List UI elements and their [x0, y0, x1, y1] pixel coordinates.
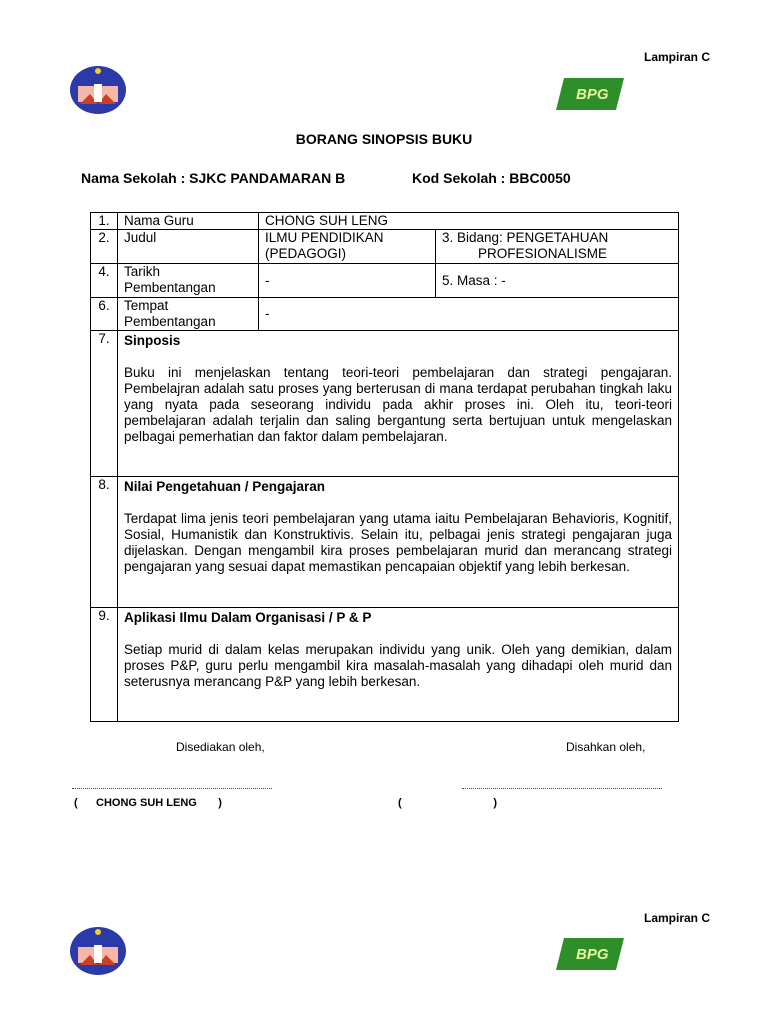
school-code: Kod Sekolah : BBC0050 — [412, 170, 571, 186]
bpg-logo-text: BPG — [576, 946, 609, 963]
teacher-name-value: CHONG SUH LENG — [259, 213, 679, 230]
row-label: Tempat Pembentangan — [118, 298, 259, 331]
section-title: Aplikasi Ilmu Dalam Organisasi / P & P — [124, 610, 372, 625]
approved-name: ( ) — [398, 797, 498, 809]
row-label: Tarikh Pembentangan — [118, 264, 259, 298]
table-row — [91, 213, 679, 230]
table-row — [91, 298, 679, 331]
row-number: 6. — [91, 298, 118, 331]
section-title: Sinposis — [124, 333, 181, 348]
footer-lampiran-label: Lampiran C — [644, 911, 711, 925]
lampiran-label: Lampiran C — [644, 50, 711, 64]
row-number: 4. — [91, 264, 118, 298]
row-number: 7. — [91, 331, 118, 477]
venue-value: - — [259, 298, 679, 331]
section-text: Terdapat lima jenis teori pembelajaran yang utama iaitu Pembelajaran Behavioris, Kognitif, Sosial, Humanistik dan Konstruktivis. Selain itu, pelbagai jenis strategi pengajaran juga dijelaskan. Dengan mengambil kira proses pembelajaran murid dan merancang strategi pengajaran yang sesuai dapat memastikan pencapaian objektif yang lebih berkesan. — [124, 511, 672, 574]
field-value: PROFESIONALISME — [478, 246, 608, 261]
approved-by-label: Disahkan oleh, — [566, 740, 646, 754]
section-text: Buku ini menjelaskan tentang teori-teori pembelajaran dan strategi pengajaran. Pembelajran adalah satu proses yang berterusan di mana terdapat perubahan tingkah laku yang nyata pada seseorang individu pada akhir proses ini. Oleh itu, teori-teori pembelajaran adalah terjalin dan saling bergantung serta bertujuan untuk mengelaskan pelbagai pemerhatian dan faktor dalam pembelajaran. — [124, 365, 672, 444]
section-cell — [118, 331, 679, 477]
section-text: Setiap murid di dalam kelas merupakan individu yang unik. Oleh yang demikian, dalam proses P&P, guru perlu mengambil kira masalah-masalah yang dihadapi oleh murid dan seterusnya merancang P&P yang lebih berkesan. — [124, 642, 672, 689]
row-label: Nama Guru — [118, 213, 259, 230]
date-value: - — [259, 264, 436, 298]
synopsis-table — [90, 212, 679, 722]
table-row — [91, 608, 679, 722]
signature-line — [72, 788, 272, 789]
row-number: 8. — [91, 477, 118, 608]
bpg-logo-text: BPG — [576, 86, 609, 103]
signature-line — [462, 788, 662, 789]
row-label: Judul — [118, 230, 259, 264]
row-number: 9. — [91, 608, 118, 722]
row-number: 1. — [91, 213, 118, 230]
ministry-logo — [66, 64, 130, 120]
field-label: 3. Bidang: PENGETAHUAN — [442, 230, 609, 245]
ministry-logo — [66, 925, 130, 981]
table-row — [91, 230, 679, 264]
title-value: ILMU PENDIDIKAN (PEDAGOGI) — [259, 230, 436, 264]
section-cell — [118, 477, 679, 608]
field-cell — [436, 230, 679, 264]
table-row — [91, 264, 679, 298]
bpg-logo — [556, 78, 624, 110]
prepared-by-label: Disediakan oleh, — [176, 740, 265, 754]
section-title: Nilai Pengetahuan / Pengajaran — [124, 479, 326, 494]
page-title: BORANG SINOPSIS BUKU — [295, 131, 473, 147]
time-value: 5. Masa : - — [436, 264, 679, 298]
bpg-logo — [556, 938, 624, 970]
section-cell — [118, 608, 679, 722]
table-row — [91, 477, 679, 608]
prepared-name: ( CHONG SUH LENG ) — [74, 797, 222, 809]
table-row — [91, 331, 679, 477]
school-name: Nama Sekolah : SJKC PANDAMARAN B — [81, 170, 346, 186]
row-number: 2. — [91, 230, 118, 264]
